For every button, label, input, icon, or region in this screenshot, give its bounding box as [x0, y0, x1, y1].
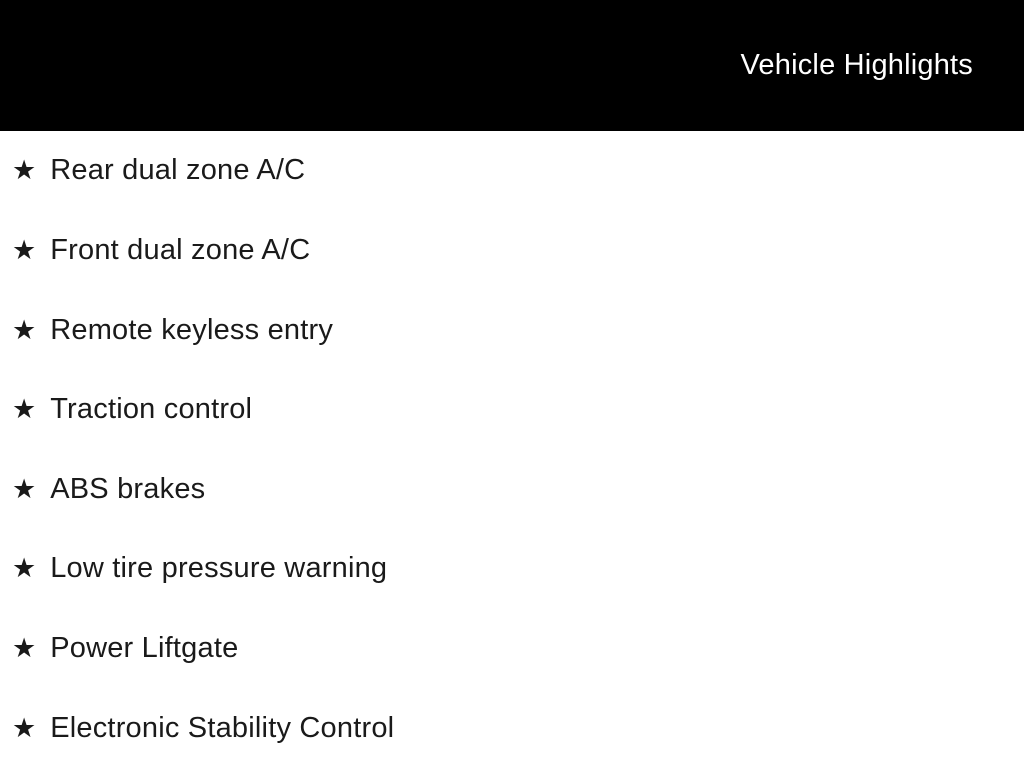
- list-item: [0, 450, 1024, 530]
- star-icon: ★: [12, 553, 37, 585]
- list-item: [0, 370, 1024, 450]
- highlights-list: [0, 131, 1024, 768]
- star-icon: ★: [12, 155, 37, 187]
- list-item: [0, 529, 1024, 609]
- highlight-label: ABS brakes: [50, 472, 206, 505]
- highlight-label: Front dual zone A/C: [50, 233, 311, 266]
- highlight-label: Electronic Stability Control: [50, 711, 395, 744]
- list-item: [0, 131, 1024, 211]
- page-title: Vehicle Highlights: [740, 49, 973, 81]
- highlight-label: Remote keyless entry: [50, 313, 334, 346]
- highlight-label: Rear dual zone A/C: [50, 154, 306, 187]
- highlight-label: Power Liftgate: [50, 632, 239, 665]
- star-icon: ★: [12, 633, 37, 665]
- star-icon: ★: [12, 234, 37, 266]
- star-icon: ★: [12, 314, 37, 346]
- star-icon: ★: [12, 712, 37, 744]
- list-item: [0, 688, 1024, 768]
- page-header: [0, 0, 1024, 131]
- highlight-label: Low tire pressure warning: [50, 552, 388, 585]
- list-item: [0, 290, 1024, 370]
- highlight-label: Traction control: [50, 393, 253, 426]
- star-icon: ★: [12, 473, 37, 505]
- list-item: [0, 609, 1024, 689]
- star-icon: ★: [12, 394, 37, 426]
- list-item: [0, 211, 1024, 291]
